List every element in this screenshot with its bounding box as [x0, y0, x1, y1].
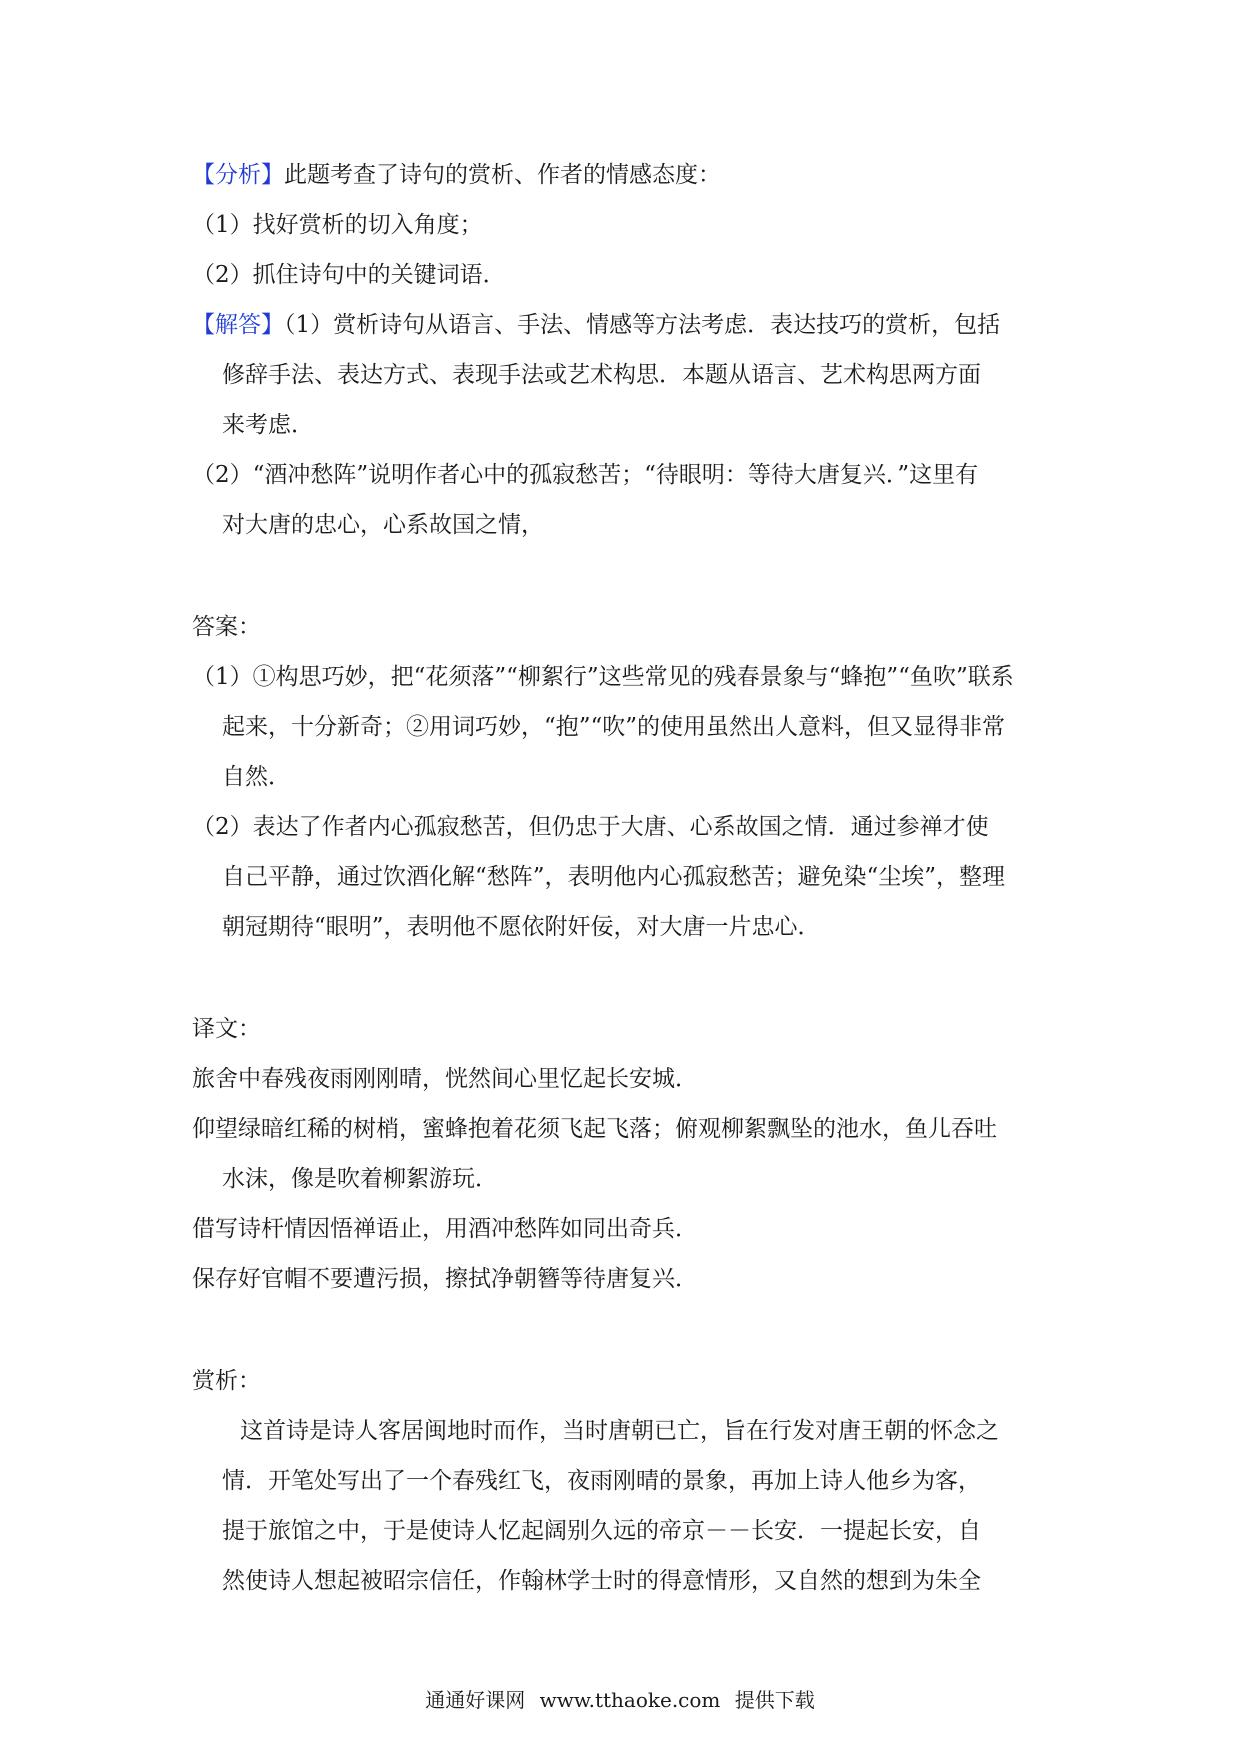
footer-site-name: 通通好课网 — [425, 1688, 526, 1712]
appreciation-line: 这首诗是诗人客居闽地时而作，当时唐朝已亡，旨在行发对唐王朝的怀念之 — [240, 1418, 999, 1444]
solution-line: 【解答】（1）赏析诗句从语言、手法、情感等方法考虑．表达技巧的赏析，包括 — [192, 312, 1001, 338]
answer-line: （1）①构思巧妙，把“花须落”“柳絮行”这些常见的残春景象与“蜂抱”“鱼吹”联系 — [192, 664, 1014, 690]
analysis-tag: 【分析】 — [192, 162, 284, 188]
page-footer — [0, 1684, 1240, 1713]
solution-line: 来考虑． — [222, 412, 314, 438]
translation-line: 水沫，像是吹着柳絮游玩． — [222, 1166, 498, 1192]
translation-heading: 译文： — [192, 1016, 261, 1042]
solution-tag: 【解答】 — [192, 312, 284, 338]
analysis-intro: 【分析】此题考查了诗句的赏析、作者的情感态度： — [192, 162, 721, 188]
answer-line: 自然． — [222, 764, 291, 790]
appreciation-heading: 赏析： — [192, 1368, 261, 1394]
solution-line: 修辞手法、表达方式、表现手法或艺术构思．本题从语言、艺术构思两方面 — [222, 362, 981, 388]
footer-url[interactable]: www.tthaoke.com — [539, 1688, 721, 1712]
spacer — [192, 952, 1062, 1004]
translation-line: 保存好官帽不要遭污损，擦拭净朝簪等待唐复兴． — [192, 1266, 698, 1292]
answer-line: 朝冠期待“眼明”，表明他不愿依附奸佞，对大唐一片忠心． — [222, 914, 821, 940]
analysis-item: （1）找好赏析的切入角度； — [192, 212, 483, 238]
footer-note: 提供下载 — [734, 1688, 815, 1712]
appreciation-line: 情．开笔处写出了一个春残红飞，夜雨刚晴的景象，再加上诗人他乡为客， — [222, 1468, 981, 1494]
solution-line: 对大唐的忠心，心系故国之情， — [222, 512, 544, 538]
document-body — [192, 150, 1062, 1606]
spacer — [192, 1304, 1062, 1356]
solution-line: （2）“酒冲愁阵”说明作者心中的孤寂愁苦；“待眼明：等待大唐复兴．”这里有 — [192, 462, 979, 488]
translation-line: 借写诗杆情因悟禅语止，用酒冲愁阵如同出奇兵． — [192, 1216, 698, 1242]
answer-heading: 答案： — [192, 614, 261, 640]
appreciation-line: 提于旅馆之中，于是使诗人忆起阔别久远的帝京－－长安．一提起长安，自 — [222, 1518, 981, 1544]
spacer — [192, 550, 1062, 602]
answer-line: 起来，十分新奇；②用词巧妙，“抱”“吹”的使用虽然出人意料，但又显得非常 — [222, 714, 1006, 740]
translation-line: 旅舍中春残夜雨刚刚晴，恍然间心里忆起长安城． — [192, 1066, 698, 1092]
answer-line: 自己平静，通过饮酒化解“愁阵”，表明他内心孤寂愁苦；避免染“尘埃”，整理 — [222, 864, 1006, 890]
translation-line: 仰望绿暗红稀的树梢，蜜蜂抱着花须飞起飞落；俯观柳絮飘坠的池水，鱼儿吞吐 — [192, 1116, 997, 1142]
appreciation-line: 然使诗人想起被昭宗信任，作翰林学士时的得意情形，又自然的想到为朱全 — [222, 1568, 981, 1594]
analysis-item: （2）抓住诗句中的关键词语． — [192, 262, 506, 288]
answer-line: （2）表达了作者内心孤寂愁苦，但仍忠于大唐、心系故国之情．通过参禅才使 — [192, 814, 989, 840]
